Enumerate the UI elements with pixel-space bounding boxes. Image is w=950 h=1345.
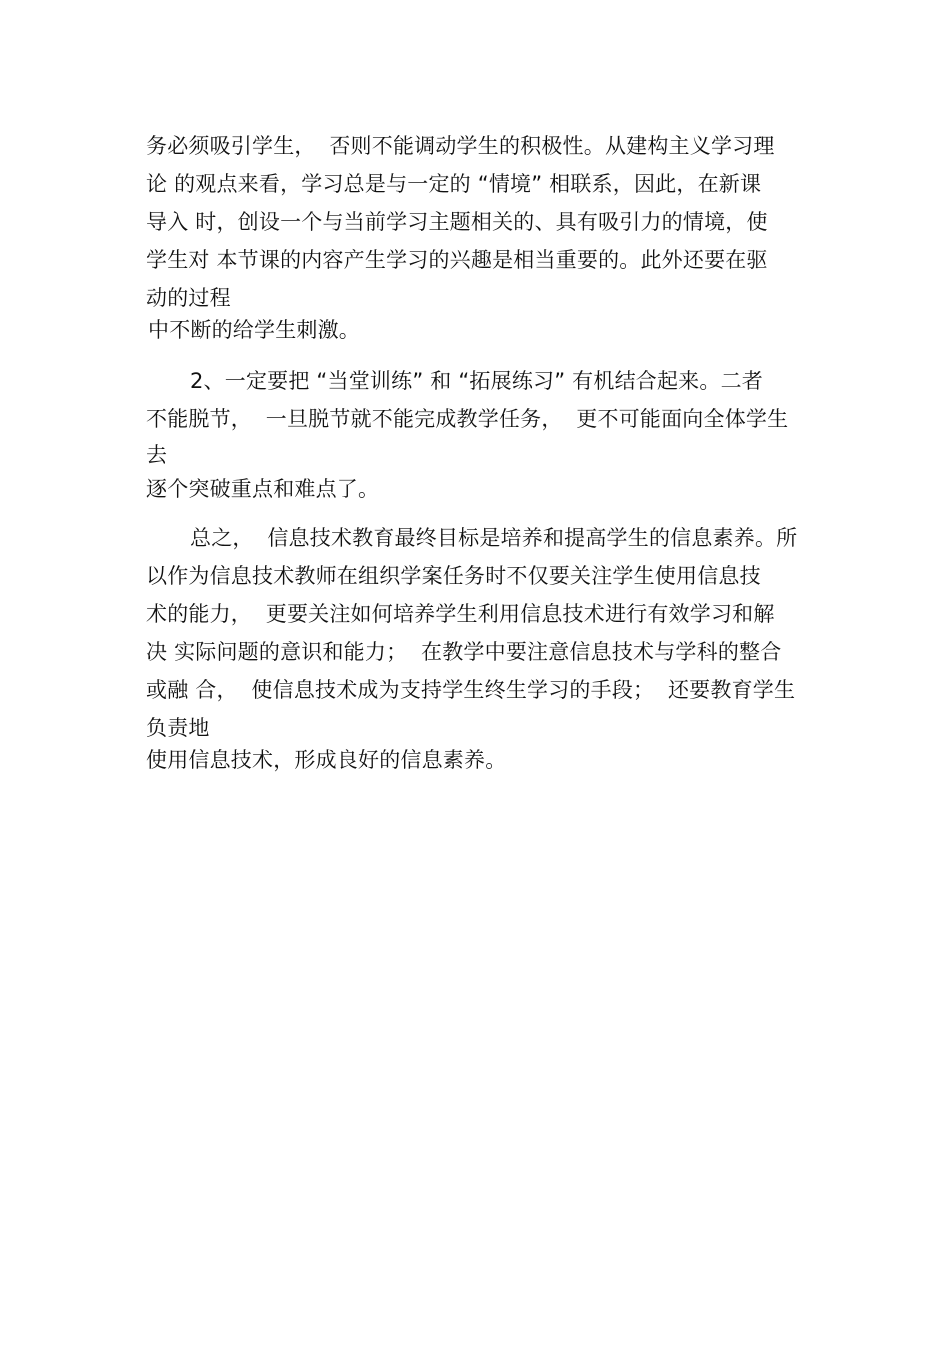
paragraph-line: 导入 时，创设一个与当前学习主题相关的、具有吸引力的情境，使 [146, 210, 768, 234]
paragraph-line: 去 [146, 443, 168, 467]
paragraph-line: 不能脱节， 一旦脱节就不能完成教学任务， 更不可能面向全体学生 [146, 407, 789, 431]
paragraph-line: 论 的观点来看，学习总是与一定的 “情境” 相联系，因此，在新课 [146, 172, 762, 196]
paragraph-line: 以作为信息技术教师在组织学案任务时不仅要关注学生使用信息技 [146, 564, 761, 588]
paragraph-line: 或融 合， 使信息技术成为支持学生终生学习的手段； 还要教育学生 [146, 678, 796, 702]
paragraph-line: 负责地 [146, 716, 210, 740]
paragraph-line: 决 实际问题的意识和能力； 在教学中要注意信息技术与学科的整合 [146, 640, 782, 664]
paragraph-line: 中不断的给学生刺激。 [148, 318, 360, 342]
paragraph-line: 使用信息技术，形成良好的信息素养。 [146, 748, 507, 772]
paragraph-line: 总之， 信息技术教育最终目标是培养和提高学生的信息素养。所 [190, 526, 798, 550]
paragraph-line: 动的过程 [146, 286, 231, 310]
paragraph-line: 逐个突破重点和难点了。 [146, 477, 380, 501]
paragraph-line: 术的能力， 更要关注如何培养学生利用信息技术进行有效学习和解 [146, 602, 775, 626]
paragraph-line: 学生对 本节课的内容产生学习的兴趣是相当重要的。此外还要在驱 [146, 248, 768, 272]
paragraph-line: 务必须吸引学生， 否则不能调动学生的积极性。从建构主义学习理 [146, 134, 775, 158]
paragraph-line: 2、一定要把 “当堂训练” 和 “拓展练习” 有机结合起来。二者 [190, 369, 763, 393]
